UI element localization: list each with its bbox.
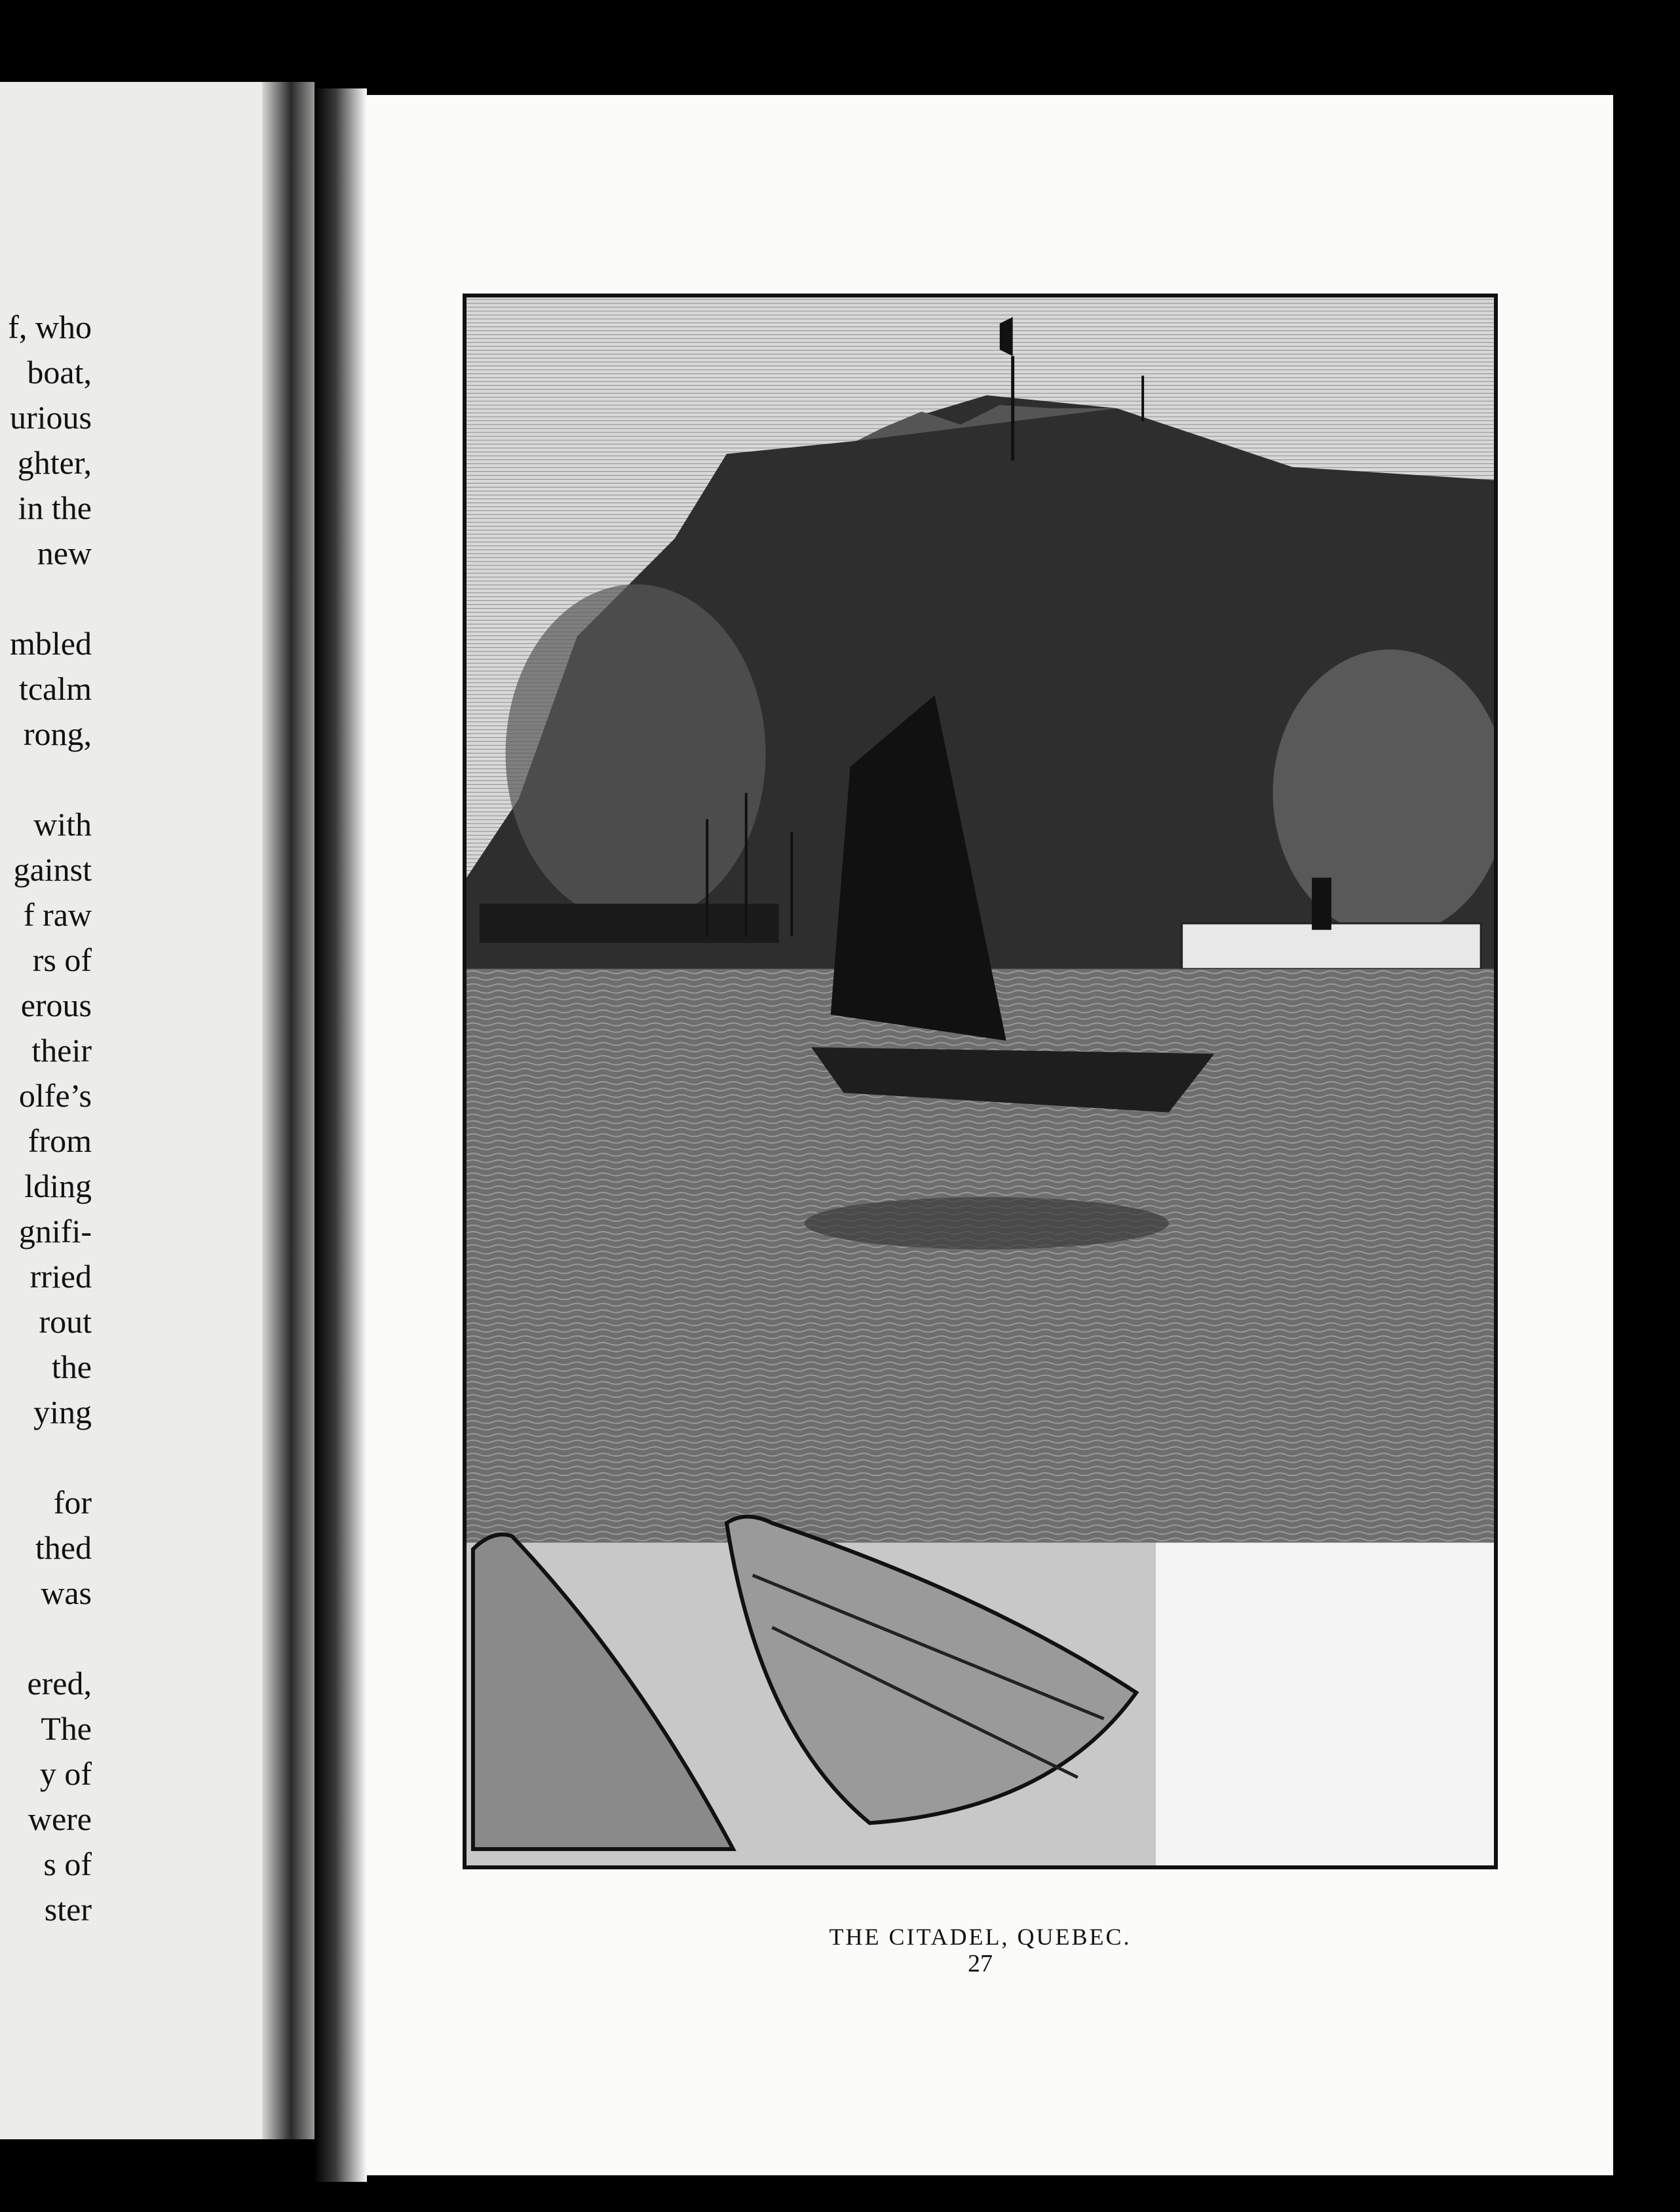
left-text-line: The bbox=[41, 1710, 92, 1747]
left-text-line: gainst bbox=[13, 851, 92, 888]
left-text-line: rout bbox=[39, 1303, 92, 1340]
left-text-line: urious bbox=[10, 399, 92, 436]
left-text-line: was bbox=[41, 1574, 92, 1611]
left-text-line: rried bbox=[29, 1258, 92, 1295]
left-text-line: ered, bbox=[27, 1665, 92, 1702]
left-text-line: olfe’s bbox=[18, 1077, 92, 1114]
left-text-line bbox=[0, 576, 92, 621]
left-text-line: ying bbox=[33, 1394, 92, 1430]
illustration-caption: THE CITADEL, QUEBEC. bbox=[829, 1924, 1132, 1950]
left-text-line: boat, bbox=[27, 354, 92, 391]
left-text-line bbox=[0, 1616, 92, 1661]
left-text-line: their bbox=[31, 1032, 92, 1069]
smoke-left bbox=[506, 584, 766, 923]
left-text-line: thed bbox=[35, 1529, 92, 1566]
illustration-frame bbox=[463, 294, 1498, 1869]
left-text-line: f raw bbox=[23, 896, 92, 933]
gutter-shadow bbox=[315, 88, 367, 2182]
left-text-line: s of bbox=[43, 1846, 92, 1882]
left-text-line: y of bbox=[39, 1755, 92, 1792]
left-text-line: in the bbox=[18, 489, 92, 526]
left-page bbox=[0, 82, 315, 2139]
left-text-line: lding bbox=[24, 1168, 92, 1204]
left-text-line bbox=[0, 757, 92, 802]
left-text-line bbox=[0, 1435, 92, 1480]
left-text-line: were bbox=[28, 1801, 92, 1837]
left-page-text bbox=[0, 305, 92, 1932]
harbor-ships bbox=[480, 904, 779, 943]
left-text-line: tcalm bbox=[18, 670, 92, 707]
left-text-line: erous bbox=[20, 987, 92, 1023]
citadel-engraving bbox=[467, 297, 1494, 1865]
left-text-line: with bbox=[33, 806, 92, 843]
left-text-line: new bbox=[37, 535, 92, 571]
flag-icon bbox=[1000, 317, 1013, 356]
left-text-line: rs of bbox=[32, 942, 92, 978]
steamer bbox=[1182, 923, 1481, 969]
left-text-line: from bbox=[28, 1122, 92, 1159]
left-text-line: for bbox=[53, 1484, 92, 1521]
left-text-line: the bbox=[51, 1348, 92, 1385]
left-text-line: ster bbox=[44, 1891, 92, 1928]
book-gutter bbox=[262, 82, 315, 2139]
left-text-line: ghter, bbox=[17, 444, 92, 481]
page-number: 27 bbox=[968, 1950, 993, 1977]
left-text-line: gnifi- bbox=[18, 1213, 92, 1249]
right-page bbox=[341, 95, 1613, 2175]
left-text-line: f, who bbox=[8, 309, 92, 345]
left-text-line: mbled bbox=[10, 625, 92, 662]
left-text-line: rong, bbox=[23, 715, 92, 752]
